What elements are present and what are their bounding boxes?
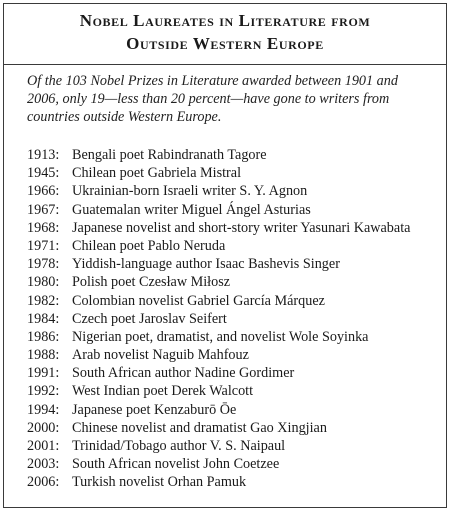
laureate-description: Guatemalan writer Miguel Ángel Asturias [72, 201, 311, 218]
laureate-description: West Indian poet Derek Walcott [72, 383, 254, 400]
year-label: 1968: [27, 219, 60, 236]
year-label: 1992: [27, 383, 60, 400]
laureate-description: Chilean poet Gabriela Mistral [72, 165, 242, 182]
list-item [27, 146, 437, 164]
laureates-list [27, 146, 437, 492]
list-item [27, 382, 437, 400]
laureate-description: Ukrainian-born Israeli writer S. Y. Agnon [72, 183, 308, 200]
year-label: 2006: [27, 474, 60, 491]
year-label: 2001: [27, 438, 60, 454]
list-item [27, 219, 437, 237]
list-item [27, 419, 437, 437]
year-label: 1913: [27, 147, 60, 163]
laureate-description: Chinese novelist and dramatist Gao Xingjian [72, 419, 327, 436]
year-label: 1988: [27, 347, 60, 364]
list-item [27, 164, 437, 182]
laureate-description: Turkish novelist Orhan Pamuk [72, 474, 247, 491]
laureate-description: South African author Nadine Gordimer [72, 365, 295, 382]
year-label: 1994: [27, 401, 60, 418]
year-label: 2003: [27, 456, 60, 473]
list-item [27, 401, 437, 419]
year-label: 1984: [27, 310, 60, 327]
list-item [27, 292, 437, 310]
laureate-description: Polish poet Czesław Miłosz [72, 274, 231, 291]
laureate-description: Japanese novelist and short-story writer Yasunari Kawabata [72, 219, 411, 236]
year-label: 1966: [27, 183, 60, 200]
title-banner [4, 4, 446, 65]
laureate-description: Nigerian poet, dramatist, and novelist Wole Soyinka [72, 328, 369, 345]
intro-paragraph: Of the 103 Nobel Prizes in Literature awarded between 1901 and 2006, only 19—less than 20 percent—have gone to writers from countries outside Western Europe. [27, 73, 398, 125]
year-label: 1945: [27, 165, 60, 182]
laureate-description: Arab novelist Naguib Mahfouz [72, 347, 249, 364]
year-label: 1982: [27, 292, 60, 309]
list-item [27, 328, 437, 346]
list-item [27, 201, 437, 219]
list-item [27, 237, 437, 255]
laureate-description: Colombian novelist Gabriel García Márquez [72, 292, 325, 309]
list-item [27, 437, 437, 455]
title-line-1: Nobel Laureates in Literature from [79, 11, 371, 30]
list-item [27, 455, 437, 473]
list-item [27, 346, 437, 364]
laureate-description: Czech poet Jaroslav Seifert [72, 310, 227, 327]
title-line-2: Outside Western Europe [126, 34, 324, 53]
year-label: 1978: [27, 256, 60, 273]
list-item [27, 364, 437, 382]
list-item [27, 182, 437, 200]
year-label: 1980: [27, 274, 60, 291]
laureate-description: South African novelist John Coetzee [72, 456, 280, 473]
list-item [27, 310, 437, 328]
laureate-description: Bengali poet Rabindranath Tagore [72, 147, 267, 163]
laureate-description: Japanese poet Kenzaburō Ōe [72, 401, 237, 418]
list-item [27, 273, 437, 291]
year-label: 1967: [27, 201, 60, 218]
year-label: 1986: [27, 328, 60, 345]
laureates-box [3, 3, 447, 508]
list-item [27, 255, 437, 273]
year-label: 2000: [27, 419, 60, 436]
year-label: 1991: [27, 365, 60, 382]
year-label: 1971: [27, 237, 60, 254]
laureate-description: Yiddish-language author Isaac Bashevis Singer [72, 256, 340, 273]
list-item [27, 473, 437, 491]
laureate-description: Chilean poet Pablo Neruda [72, 237, 226, 254]
laureate-description: Trinidad/Tobago author V. S. Naipaul [72, 438, 286, 454]
